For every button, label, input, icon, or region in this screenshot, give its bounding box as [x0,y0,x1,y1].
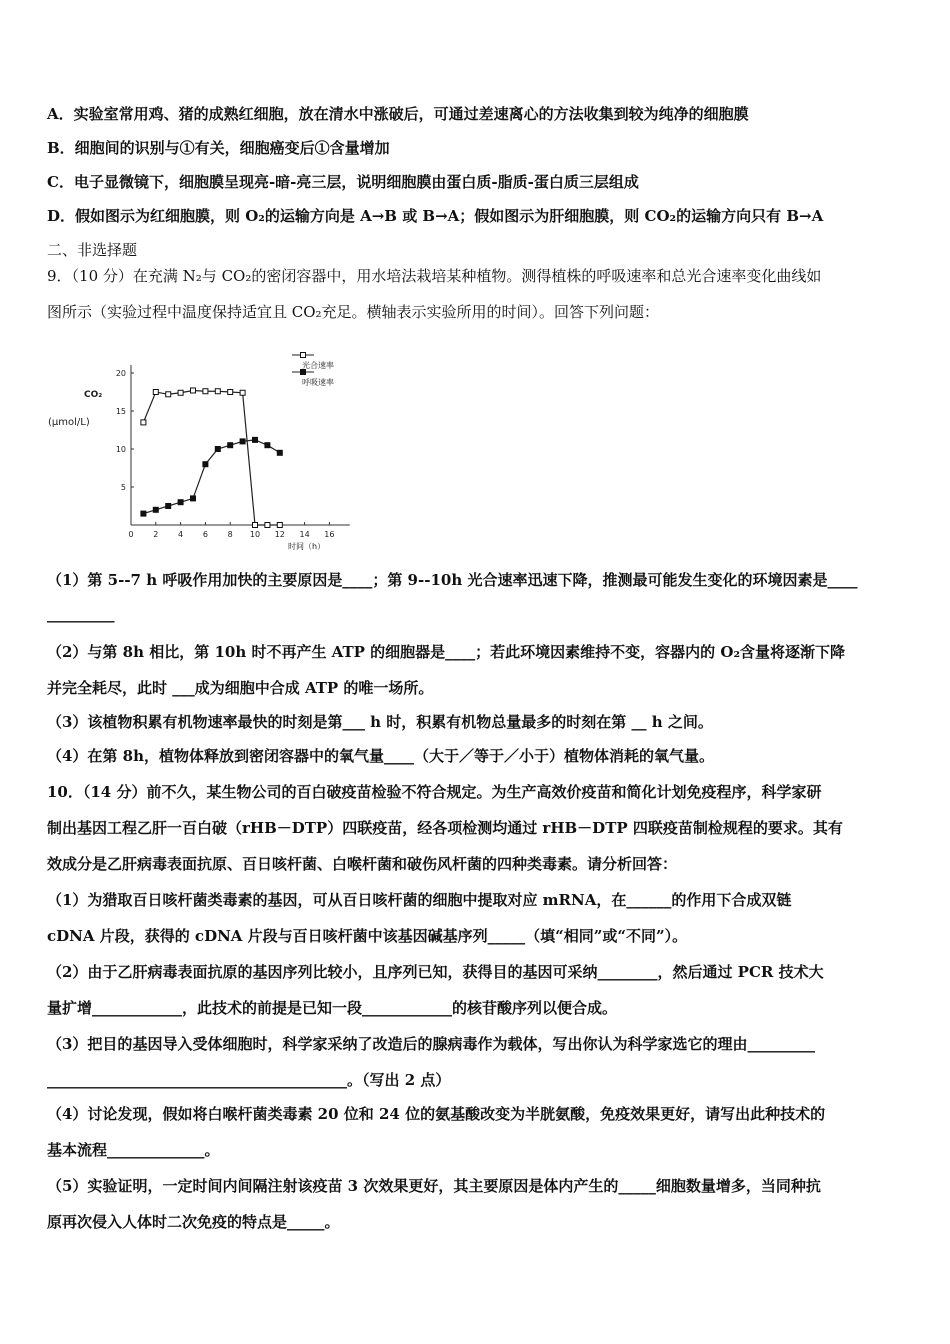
data-point [141,511,146,516]
data-point [191,496,196,501]
data-point [166,392,171,397]
data-point [215,447,220,452]
text-line: B．细胞间的识别与①有关，细胞癌变后①含量增加 [47,139,390,157]
text-line: ________________________________________。（写出 2 点） [47,1071,451,1089]
x-tick-label: 10 [249,530,261,539]
data-point [215,389,220,394]
text-line: （1）为猎取百日咳杆菌类毒素的基因，可从百日咳杆菌的细胞中提取对应 mRNA，在______的作用下合成双链 [47,891,792,909]
series-line [143,390,279,525]
x-tick-label: 2 [153,530,159,539]
data-point [203,389,208,394]
data-point [166,504,171,509]
text-line: （5）实验证明，一定时间内间隔注射该疫苗 3 次效果更好，其主要原因是体内产生的_____细胞数量增多，当同种抗 [47,1177,821,1195]
series-line [143,440,279,514]
text-line: （2）与第 8h 相比，第 10h 时不再产生 ATP 的细胞器是____；若此环境因素维持不变，容器内的 O₂含量将逐渐下降 [47,643,846,661]
text-line: （2）由于乙肝病毒表面抗原的基因序列比较小，且序列已知，获得目的基因可采纳________，然后通过 PCR 技术大 [47,963,824,981]
data-point [141,420,146,425]
data-point [153,507,158,512]
data-point [153,390,158,395]
text-line: 10．（14 分）前不久，某生物公司的百白破疫苗检验不符合规定。为生产高效价疫苗和简化计划免疫程序，科学家研 [47,783,822,801]
text-line: 二、非选择题 [47,241,138,259]
text-line: 并完全耗尽，此时 ___成为细胞中合成 ATP 的唯一场所。 [47,679,434,697]
data-point [240,390,245,395]
text-line: 9．（10 分）在充满 N₂与 CO₂的密闭容器中，用水培法栽培某种植物。测得植株的呼吸速率和总光合速率变化曲线如 [47,267,822,285]
text-line: 图所示（实验过程中温度保持适宜且 CO₂充足。横轴表示实验所用的时间）。回答下列问题： [47,303,660,321]
data-point [178,390,183,395]
x-tick-label: 16 [324,530,335,539]
text-line: 原再次侵入人体时二次免疫的特点是_____。 [47,1213,340,1231]
data-point [265,523,270,528]
text-line: D．假如图示为红细胞膜，则 O₂的运输方向是 A→B 或 B→A；假如图示为肝细胞膜，则 CO₂的运输方向只有 B→A [47,207,824,225]
x-tick-label: 6 [202,530,208,539]
y-tick-label: 10 [115,445,126,454]
data-point [240,439,245,444]
rate-curve-chart [40,345,380,560]
data-point [253,523,258,528]
data-point [253,437,258,442]
text-line: 基本流程_____________。 [47,1141,220,1159]
data-point [228,443,233,448]
data-point [191,388,196,393]
text-line: 量扩增____________，此技术的前提是已知一段____________的核苷酸序列以便合成。 [47,999,618,1017]
data-point [178,500,183,505]
y-tick-label: 5 [120,483,126,492]
legend-label: 呼吸速率 [302,378,334,387]
data-point [277,523,282,528]
text-line: （3）该植物积累有机物速率最快的时刻是第___ h 时，积累有机物总量最多的时刻在第 __ h 之间。 [47,713,713,731]
text-line: （4）在第 8h，植物体释放到密闭容器中的氧气量____（大于／等于／小于）植物体消耗的氧气量。 [47,747,715,765]
text-line: （4）讨论发现，假如将白喉杆菌类毒素 20 位和 24 位的氨基酸改变为半胱氨酸，免疫效果更好，请写出此种技术的 [47,1105,826,1123]
legend-marker [301,353,306,358]
text-line: 制出基因工程乙肝一百白破（rHB－DTP）四联疫苗，经各项检测均通过 rHB－DTP 四联疫苗制检规程的要求。其有 [47,819,843,837]
text-line: A．实验室常用鸡、猪的成熟红细胞，放在清水中涨破后，可通过差速离心的方法收集到较为纯净的细胞膜 [47,105,749,123]
text-line: C．电子显微镜下，细胞膜呈现亮-暗-亮三层，说明细胞膜由蛋白质-脂质-蛋白质三层组成 [47,173,639,191]
chart-y-unit: (μmol/L) [48,417,90,428]
legend-label: 光合速率 [302,361,334,370]
text-line: cDNA 片段，获得的 cDNA 片段与百日咳杆菌中该基因碱基序列_____（填“相同”或“不同”）。 [47,927,688,945]
legend-marker [301,370,306,375]
data-point [228,390,233,395]
text-line: _________ [47,605,115,623]
data-point [277,450,282,455]
x-tick-label: 0 [128,530,134,539]
y-tick-label: 15 [115,407,126,416]
chart-y-title: CO₂ [84,390,103,400]
text-line: （3）把目的基因导入受体细胞时，科学家采纳了改造后的腺病毒作为载体，写出你认为科学家选它的理由_________ [47,1035,815,1053]
x-tick-label: 8 [227,530,233,539]
text-line: 效成分是乙肝病毒表面抗原、百日咳杆菌、白喉杆菌和破伤风杆菌的四种类毒素。请分析回答： [47,855,678,873]
text-line: （1）第 5--7 h 呼吸作用加快的主要原因是____；第 9--10h 光合速率迅速下降，推测最可能发生变化的环境因素是____ [47,571,858,589]
x-tick-label: 12 [274,530,285,539]
data-point [203,462,208,467]
y-tick-label: 20 [115,369,126,378]
chart-x-title: 时间（h） [288,542,326,551]
x-tick-label: 14 [299,530,310,539]
x-tick-label: 4 [178,530,184,539]
data-point [265,443,270,448]
